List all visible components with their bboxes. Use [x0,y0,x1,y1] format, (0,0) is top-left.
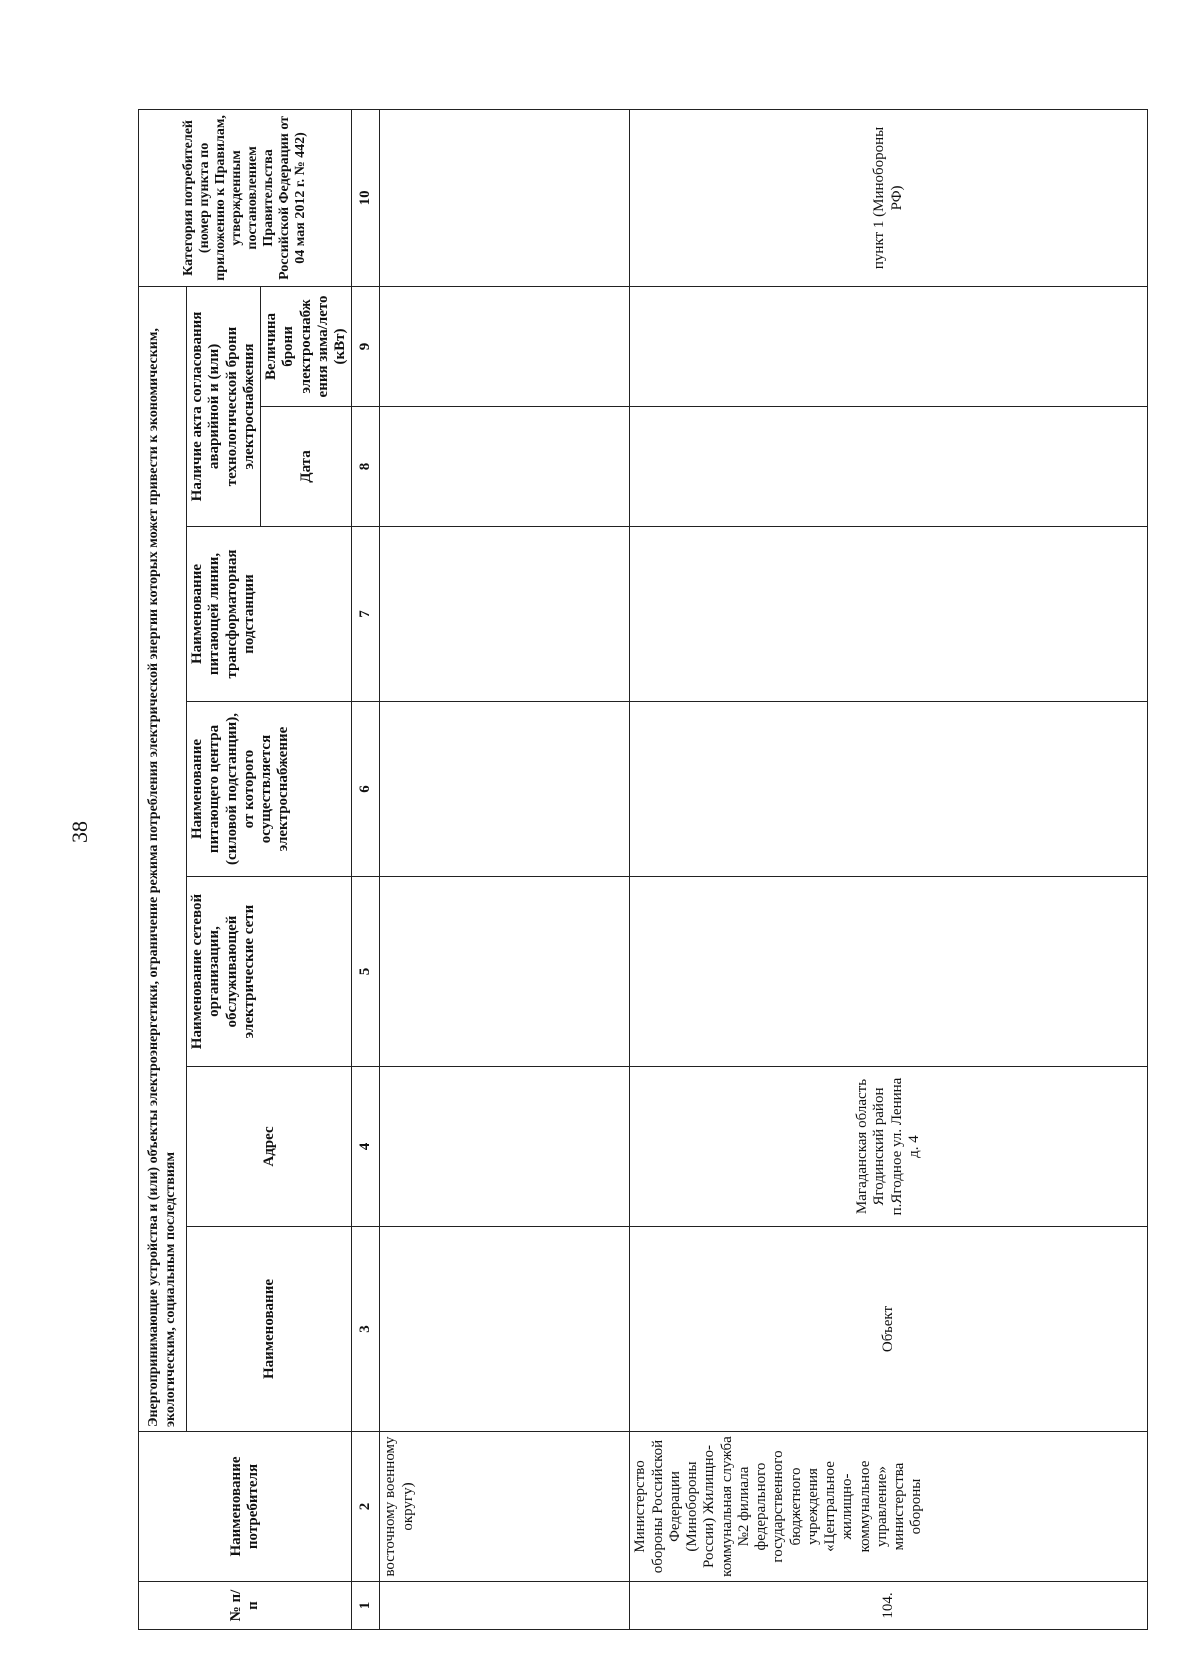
header-consumer: Наименование потребителя [139,1432,352,1582]
cell-name: Объект [630,1227,1148,1432]
cell-reserve [630,286,1148,406]
header-date: Дата [261,407,352,527]
colnum-2: 2 [352,1432,380,1582]
cell-grid-org [380,877,630,1067]
cell-supply-line [380,527,630,702]
header-group-title: Энергопринимающие устройства и (или) объекты электроэнергетики, ограничение режима потребления электрической энергии которых может привести к экономическим, экологическим, социальным последствиям [139,286,187,1431]
header-reserve: Величина брони электроснабж ения зима/лето (кВт) [261,286,352,406]
colnum-9: 9 [352,286,380,406]
consumers-table [138,109,1148,1630]
colnum-7: 7 [352,527,380,702]
colnum-5: 5 [352,877,380,1067]
cell-name [380,1227,630,1432]
table-row [630,109,1148,1629]
cell-reserve [380,286,630,406]
cell-consumer: восточному военному округу) [380,1432,630,1582]
colnum-4: 4 [352,1067,380,1227]
header-act-group: Наличие акта согласования аварийной и (или) технологической брони электроснабжения [187,286,261,526]
cell-date [380,407,630,527]
header-category: Категория потребителей (номер пункта по приложению к Правилам, утвержденным постановлением Правительства Российской Федерации от 04 мая 2012 г. № 442) [139,109,352,286]
cell-address [380,1067,630,1227]
colnum-1: 1 [352,1582,380,1630]
cell-grid-org [630,877,1148,1067]
cell-supply-center [630,702,1148,877]
page-number: 38 [67,821,92,843]
cell-consumer: Министерство обороны Российской Федерации (Минобороны России) Жилищно-коммунальная служба №2 филиала федерального государственного бюджетного учреждения «Центральное жилищно-коммунальное управление» министерства обороны [630,1432,1148,1582]
cell-category: пункт 1 (Минобороны РФ) [630,109,1148,286]
colnum-6: 6 [352,702,380,877]
cell-supply-line [630,527,1148,702]
header-supply-center: Наименование питающего центра (силовой подстанции), от которого осуществляется электроснабжение [187,702,352,877]
colnum-10: 10 [352,109,380,286]
cell-category [380,109,630,286]
colnum-8: 8 [352,407,380,527]
table-row [380,109,630,1629]
header-grid-org: Наименование сетевой организации, обслуживающей электрические сети [187,877,352,1067]
cell-date [630,407,1148,527]
cell-supply-center [380,702,630,877]
cell-address: Магаданская область Ягодинский район п.Ягодное ул. Ленина д. 4 [630,1067,1148,1227]
header-address: Адрес [187,1067,352,1227]
colnum-3: 3 [352,1227,380,1432]
header-name: Наименование [187,1227,352,1432]
header-supply-line: Наименование питающей линии, трансформаторная подстанции [187,527,352,702]
header-num: № п/п [139,1582,352,1630]
cell-num: 104. [630,1582,1148,1630]
rotated-table-container [138,110,1148,1630]
cell-num [380,1582,630,1630]
